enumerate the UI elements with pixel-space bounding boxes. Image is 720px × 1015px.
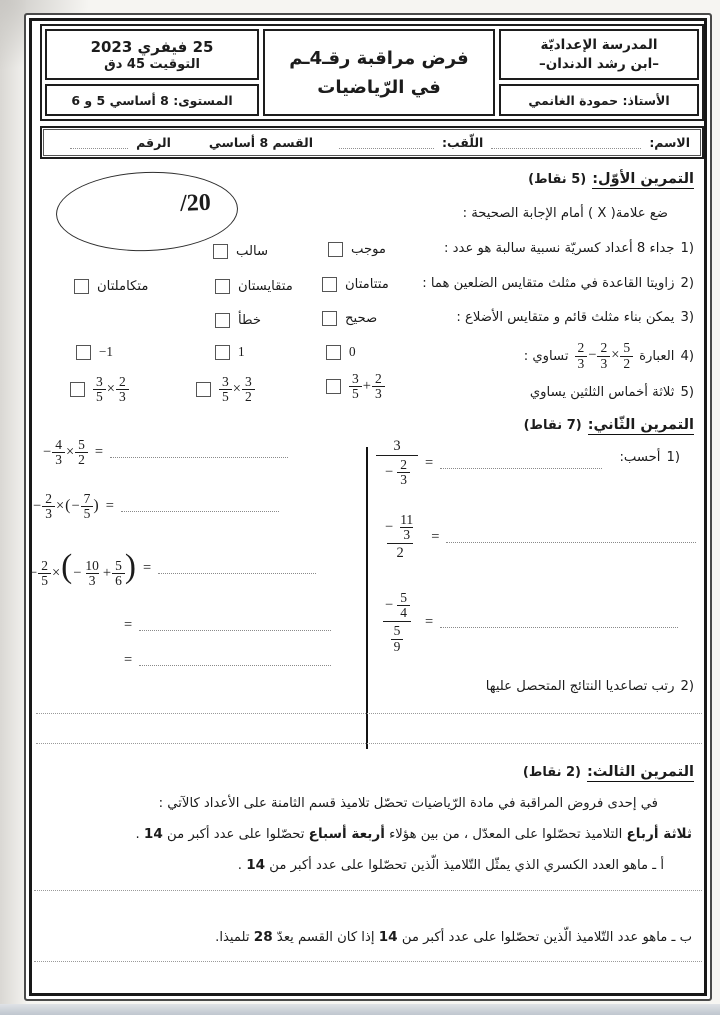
answer-line[interactable] [34, 961, 702, 962]
exercise3-points: (2 نقاط) [522, 765, 581, 780]
option-q1-positive [328, 242, 386, 257]
exercise2-q2-number: 2) [680, 679, 694, 694]
text-segment: . [237, 858, 247, 873]
option-q5-sum [326, 372, 385, 401]
checkbox-q3-true[interactable] [322, 311, 337, 326]
threshold-number: 14 [378, 929, 398, 945]
name-label: الاسم: [649, 135, 690, 150]
equals-sign: = [124, 652, 133, 668]
scan-edge-left [0, 0, 26, 1015]
exam-date: 25 فيفري 2023 [90, 37, 214, 56]
header-col-date [45, 29, 259, 116]
exercise3-statement: في إحدى فروض المراقبة في مادة الرّياضيات تحصّل تلاميذ قسم الثامنة على الأعداد كالآتي : [158, 796, 658, 811]
header-col-school [499, 29, 699, 116]
level-cell [45, 84, 259, 116]
teacher-name: الأستاذ: حمودة الغانمي [528, 92, 670, 108]
question-4-number: 4) [680, 348, 694, 364]
option-label: متتامتان [345, 277, 389, 292]
answer-line[interactable] [440, 625, 678, 628]
calc-left-continuation-1 [124, 617, 331, 634]
calc-right-1 [376, 438, 602, 490]
answer-line[interactable] [158, 571, 316, 574]
calc-expression: − $\frac{4}{3}$ × $\frac{5}{2}$ [42, 438, 88, 467]
option-q3-false [215, 313, 261, 328]
option-q4-minus-one [76, 344, 113, 360]
exercise2-heading [524, 417, 694, 435]
equals-sign: = [142, 559, 152, 576]
checkbox-q4-zero[interactable] [326, 345, 341, 360]
option-expression: $\frac{3}{5}$ × $\frac{3}{2}$ [219, 375, 255, 404]
calc-left-3 [28, 548, 316, 588]
student-identity-row [40, 126, 704, 159]
calc-expression: − $\frac{5}{4}$ $\frac{5}{9}$ [376, 590, 418, 656]
option-q4-one [215, 344, 245, 360]
option-q2-complementary [322, 277, 389, 292]
option-label: سالب [236, 244, 269, 259]
date-time-cell [45, 29, 259, 80]
exercise1-heading [528, 171, 694, 189]
exercise1-title: التمرين الأوّل: [592, 171, 694, 187]
number-label: الرقم [136, 135, 171, 150]
checkbox-q1-positive[interactable] [328, 242, 343, 257]
exercise3-heading [523, 764, 694, 782]
equals-sign: = [124, 617, 133, 633]
scan-edge-bottom [0, 1004, 720, 1015]
calc-left-1 [42, 438, 288, 467]
calc-left-continuation-2 [124, 652, 331, 669]
exercise2-q2-label [486, 679, 694, 694]
fraction-four-sevenths: أربعة أسباع [308, 826, 385, 842]
question-1-text: جداء 8 أعداد كسريّة نسبية سالبة هو عدد : [444, 241, 675, 256]
surname-input-line[interactable] [339, 137, 434, 149]
exercise2-points: (7 نقاط) [523, 418, 582, 433]
checkbox-q1-negative[interactable] [213, 244, 228, 259]
question-5 [530, 385, 694, 400]
exam-duration: التوقيت 45 دق [104, 56, 200, 72]
equals-sign: = [431, 529, 440, 546]
answer-line[interactable] [34, 890, 702, 891]
threshold-number: 14 [246, 857, 266, 873]
option-expression: $\frac{3}{5}$ × $\frac{2}{3}$ [93, 375, 129, 404]
option-q2-congruent [215, 279, 293, 294]
option-label: خطأ [238, 313, 261, 328]
calc-right-3 [376, 590, 678, 656]
question-1-number: 1) [680, 241, 694, 256]
exam-subject: في الرّياضيات [317, 76, 441, 98]
exercise2-q2-text: رتب تصاعديا النتائج المتحصل عليها [485, 679, 675, 694]
checkbox-q2-congruent[interactable] [215, 279, 230, 294]
option-label: −1 [99, 344, 114, 359]
exercise3-title: التمرين الثالث: [587, 764, 694, 780]
question-1 [444, 241, 694, 256]
answer-line[interactable] [121, 509, 279, 512]
option-q5-times-inverse [196, 375, 255, 404]
number-input-line[interactable] [70, 137, 128, 149]
question-2-text: زاويتا القاعدة في مثلث متقايس الضلعين هما : [422, 276, 675, 291]
school-cell [499, 29, 699, 80]
exercise2-q1-label [619, 450, 680, 465]
checkbox-q4-one[interactable] [215, 345, 230, 360]
level-label: المستوى: 8 أساسي 5 و 6 [71, 92, 233, 108]
calc-expression: − $\frac{2}{5}$ ×(− $\frac{10}{3}$ + $\frac{5}{6}$ ) [29, 548, 136, 589]
exam-title-cell [263, 29, 495, 116]
text-segment: تلميذا. [215, 930, 254, 945]
text-segment: تحصّلوا على عدد أكبر من [162, 827, 309, 842]
option-label: موجب [351, 242, 386, 257]
option-label: صحيح [345, 311, 378, 326]
calc-right-2 [376, 512, 696, 564]
option-expression: $\frac{3}{5}$ + $\frac{2}{3}$ [349, 372, 385, 401]
question-4 [524, 337, 694, 375]
checkbox-q2-complementary[interactable] [322, 277, 337, 292]
calc-expression: − $\frac{2}{3}$ ×(− $\frac{7}{5}$ ) [33, 491, 99, 522]
school-branch: –ابن رشد الدندان– [538, 56, 660, 72]
text-segment: . [135, 827, 144, 842]
answer-line[interactable] [36, 713, 702, 714]
question-3 [456, 310, 694, 325]
question-2-number: 2) [680, 276, 694, 291]
answer-line[interactable] [440, 466, 602, 469]
checkbox-q5-times[interactable] [70, 382, 85, 397]
exercise2-title: التمرين الثّاني: [587, 417, 694, 433]
text-segment: ب ـ ماهو عدد التّلاميذ الّذين تحصّلوا على عدد أكبر من [397, 930, 692, 945]
exercise3-question-b [215, 929, 692, 945]
answer-line[interactable] [139, 628, 331, 631]
header-col-title [263, 29, 495, 116]
answer-line[interactable] [446, 540, 696, 543]
option-q1-negative [213, 244, 268, 259]
question-4-prefix: العبارة [639, 348, 675, 364]
fraction-three-quarters: ثلاثة أرباع [626, 826, 692, 842]
text-segment: إذا كان القسم يعدّ [272, 930, 379, 945]
question-3-number: 3) [680, 310, 694, 325]
answer-line[interactable] [110, 455, 288, 458]
calc-expression: − $\frac{11}{3}$ 2 [376, 512, 424, 564]
question-4-suffix: تساوي : [523, 348, 569, 364]
surname-label: اللّقب: [442, 135, 484, 150]
equals-sign: = [424, 614, 434, 631]
option-label: 1 [238, 344, 245, 359]
option-q2-supplementary [74, 279, 148, 294]
header-table [40, 24, 704, 121]
school-name: المدرسة الإعداديّة [540, 37, 658, 53]
threshold-number: 14 [143, 826, 163, 842]
option-label: متقايستان [238, 279, 293, 294]
exercise2-q1-text: أحسب: [619, 450, 661, 465]
exercise3-data-line [136, 826, 692, 842]
calc-expression: 3 − $\frac{2}{3}$ [376, 438, 418, 490]
question-3-text: يمكن بناء مثلث قائم و متقايس الأضلاع : [456, 310, 675, 325]
class-label: القسم 8 أساسي [208, 135, 313, 150]
exercise1-instruction: ضع علامة( X ) أمام الإجابة الصحيحة : [462, 206, 668, 221]
exercise3-question-a [238, 857, 664, 873]
option-q3-true [322, 311, 377, 326]
score-total: /20 [179, 189, 212, 217]
column-divider [366, 447, 368, 749]
checkbox-q2-supplementary[interactable] [74, 279, 89, 294]
exercise1-points: (5 نقاط) [528, 172, 587, 187]
equals-sign: = [105, 498, 114, 515]
checkbox-q5-times-inverse[interactable] [196, 382, 211, 397]
question-2 [422, 276, 694, 291]
teacher-cell [499, 84, 699, 116]
question-5-text: ثلاثة أخماس الثلثين يساوي [529, 385, 675, 400]
option-q5-times [70, 375, 129, 404]
text-segment: أ ـ ماهو العدد الكسري الذي يمثّل التّلاميذ الّذين تحصّلوا على عدد أكبر من [265, 858, 664, 873]
answer-line[interactable] [36, 743, 702, 744]
name-input-line[interactable] [491, 137, 641, 149]
checkbox-q5-sum[interactable] [326, 379, 341, 394]
option-label: 0 [349, 344, 356, 359]
question-5-number: 5) [680, 385, 694, 400]
option-label: متكاملتان [97, 279, 149, 294]
checkbox-q3-false[interactable] [215, 313, 230, 328]
calc-left-2 [32, 492, 279, 521]
exercise2-q1-number: 1) [666, 450, 680, 465]
class-size-number: 28 [253, 929, 273, 945]
equals-sign: = [424, 455, 434, 472]
answer-line[interactable] [139, 663, 331, 666]
question-4-expression: $\frac{2}{3}$ − $\frac{2}{3}$ × $\frac{5}{2}$ [575, 341, 634, 370]
exam-title: فرض مراقبة رقـ4ـم [289, 47, 469, 69]
text-segment: التلاميذ تحصّلوا على المعدّل ، من بين هؤلاء [384, 827, 627, 842]
option-q4-zero [326, 344, 356, 360]
equals-sign: = [94, 444, 104, 461]
checkbox-q4-minus-one[interactable] [76, 345, 91, 360]
